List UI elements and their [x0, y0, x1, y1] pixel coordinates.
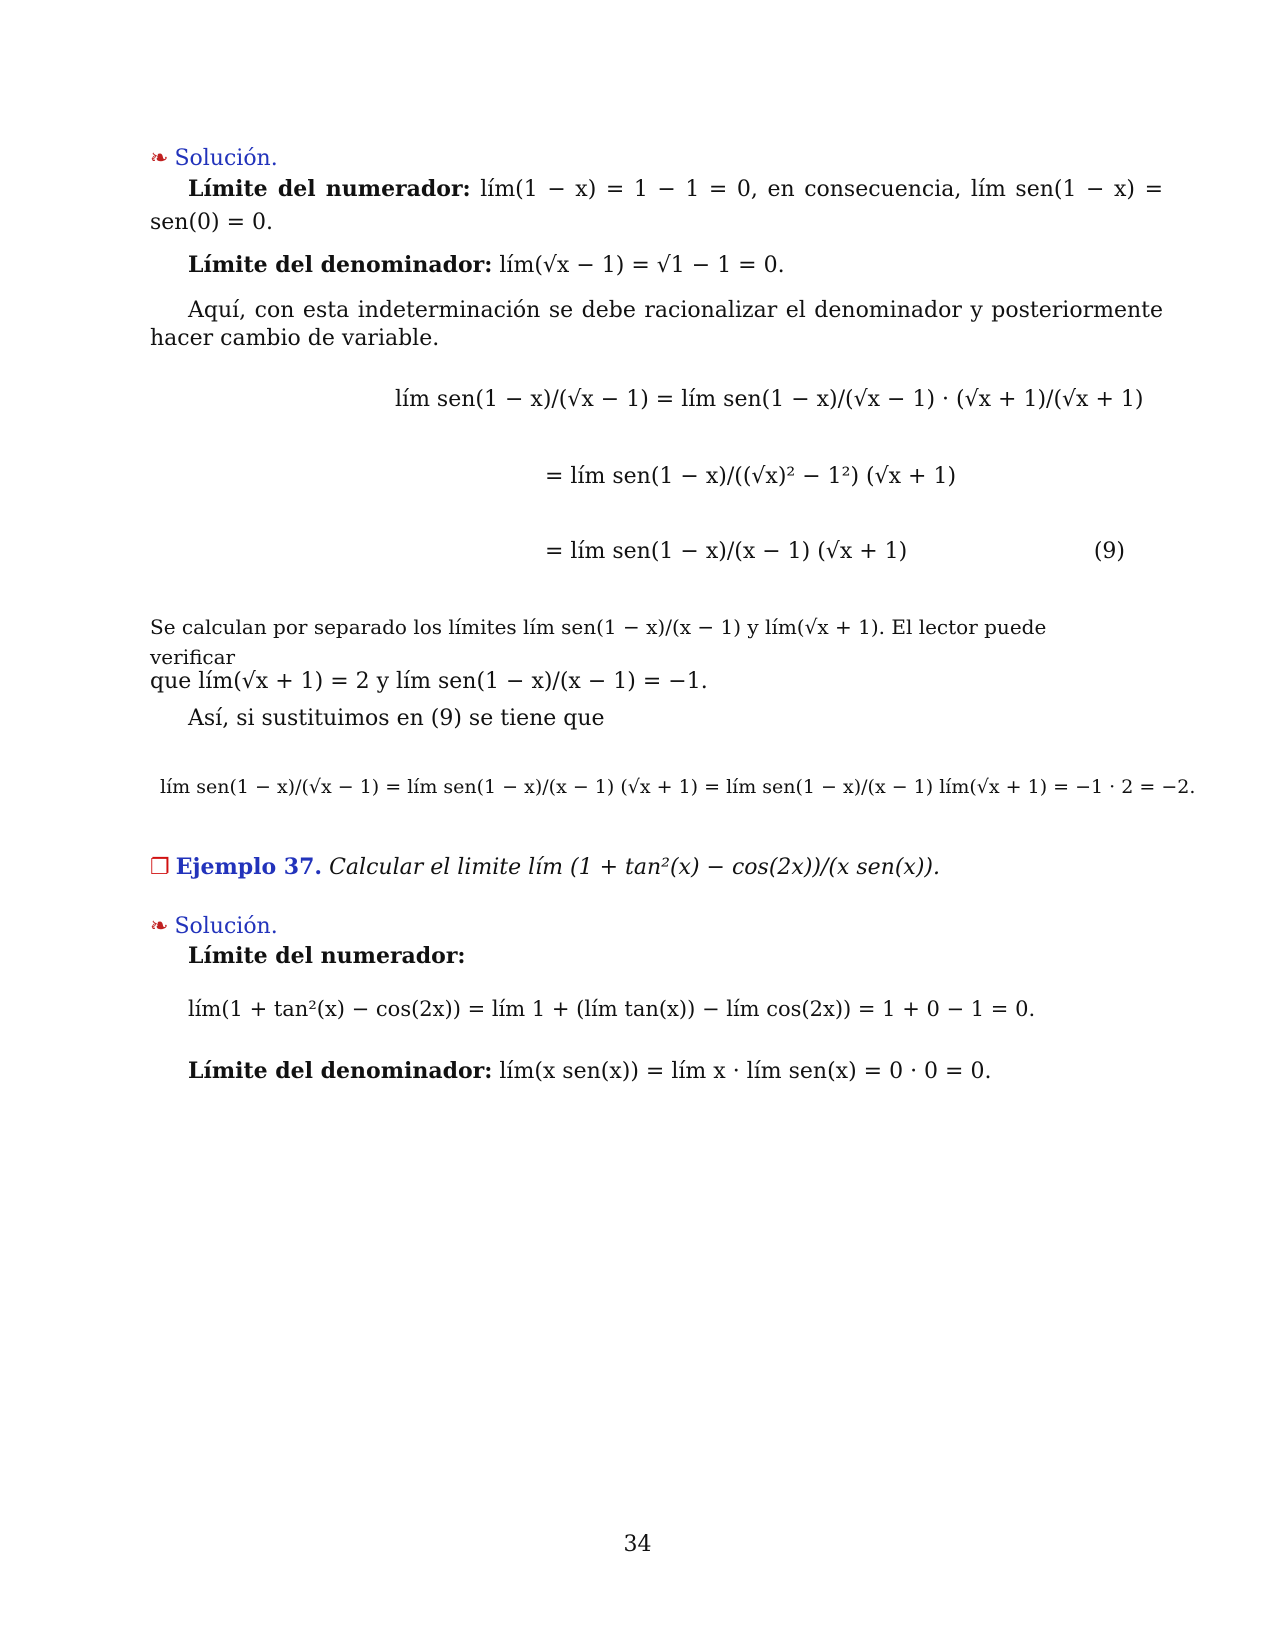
numerator-limit-heading-2: Límite del numerador: — [188, 943, 466, 969]
paragraph-rationalize: Aquí, con esta indeterminación se debe racionalizar el denominador y posteriormente — [188, 298, 1163, 323]
solution-label: Solución. — [174, 914, 278, 939]
example-text: Calcular el limite lím (1 + tan²(x) − cos(2x))/(x sen(x)). — [329, 855, 941, 880]
solution-heading-2 — [150, 912, 1125, 942]
denominator-label: Límite del denominador: — [188, 1058, 493, 1084]
leaf-icon: ❧ — [150, 146, 169, 171]
numerator-expression: lím(1 − x) = 1 − 1 = 0, en consecuencia, lím sen(1 − x) = — [480, 177, 1163, 202]
example-label: Ejemplo 37. — [175, 854, 323, 880]
denominator-label: Límite del denominador: — [188, 252, 493, 278]
derivation-line-3: = lím sen(1 − x)/(x − 1) (√x + 1) — [545, 539, 908, 564]
solution-label: Solución. — [174, 146, 278, 171]
solution-heading-1 — [150, 144, 1125, 174]
paragraph-verify: que lím(√x + 1) = 2 y lím sen(1 − x)/(x − 1) = −1. — [150, 669, 708, 694]
equation-number: (9) — [1093, 539, 1125, 564]
checkbox-square-icon: ❐ — [150, 855, 170, 880]
paragraph-rationalize-cont: hacer cambio de variable. — [150, 326, 440, 351]
paragraph-separate-limits: Se calculan por separado los límites lím sen(1 − x)/(x − 1) y lím(√x + 1). El lector puede verificar — [150, 615, 1047, 669]
numerator-limit-line — [150, 174, 1163, 205]
denominator-limit-line-2 — [150, 1056, 1163, 1087]
derivation-line-1: lím sen(1 − x)/(√x − 1) = lím sen(1 − x)/(√x − 1) · (√x + 1)/(√x + 1) — [395, 387, 1144, 412]
numerator-label: Límite del numerador: — [188, 176, 471, 202]
leaf-icon: ❧ — [150, 914, 169, 939]
numerator-limit-cont: sen(0) = 0. — [150, 210, 274, 235]
example-37 — [150, 852, 1125, 883]
denominator-expression: lím(√x − 1) = √1 − 1 = 0. — [499, 253, 785, 278]
denominator-expression: lím(x sen(x)) = lím x · lím sen(x) = 0 · 0 = 0. — [499, 1059, 992, 1084]
derivation-line-2: = lím sen(1 − x)/((√x)² − 1²) (√x + 1) — [545, 464, 957, 489]
numerator-limit-equation-2: lím(1 + tan²(x) − cos(2x)) = lím 1 + (lím tan(x)) − lím cos(2x)) = 1 + 0 − 1 = 0. — [188, 997, 1036, 1021]
denominator-limit-line — [150, 250, 1163, 281]
result-equation: lím sen(1 − x)/(√x − 1) = lím sen(1 − x)/(x − 1) (√x + 1) = lím sen(1 − x)/(x − 1) lím(√x + 1) = −1 · 2 = −2. — [160, 776, 1196, 798]
paragraph-substitute: Así, si sustituimos en (9) se tiene que — [188, 706, 605, 731]
page-number: 34 — [623, 1532, 652, 1557]
